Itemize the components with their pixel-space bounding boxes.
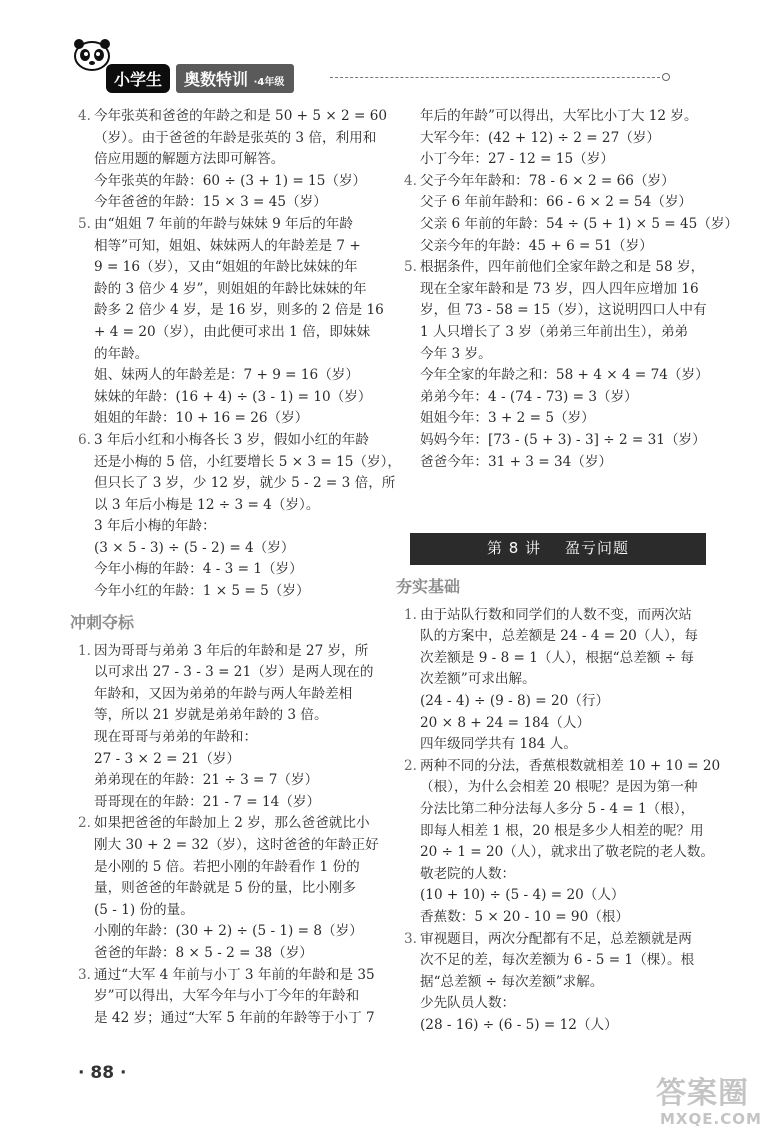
solution-step: 父亲 6 年前的年龄：54 ÷ (5 + 1) × 5 = 45（岁）: [420, 215, 739, 232]
answer-item: [78, 965, 384, 1030]
answer-item: [404, 171, 739, 257]
answer-text-line: 岁”可以得出，大军今年与小丁今年的年龄和: [94, 988, 360, 1005]
answer-item: [78, 813, 384, 964]
answer-text-line: 20 ÷ 1 = 20（人），就求出了敬老院的老人数。: [420, 844, 715, 861]
header-divider: [330, 77, 660, 78]
solution-step: 今年张英的年龄：60 ÷ (3 + 1) = 15（岁）: [94, 172, 367, 189]
answer-text-line: 相等”可知，姐姐、妹妹两人的年龄差是 7 +: [94, 237, 361, 254]
solution-step: 现在哥哥与弟弟的年龄和：: [94, 729, 258, 746]
answer-text-line: 次差额”可求出解。: [420, 671, 536, 688]
answer-item: [404, 605, 716, 756]
answer-number: 3.: [78, 966, 91, 983]
answer-number: 1.: [78, 642, 91, 659]
answer-text-line: 3 年后小红和小梅各长 3 岁，假如小红的年龄: [94, 431, 369, 448]
answer-body: [420, 605, 716, 756]
header-badge: 小学生: [106, 64, 170, 93]
solution-step: 四年级同学共有 184 人。: [420, 736, 577, 753]
answer-text-line: 是 42 岁；通过“大军 5 年前的年龄等于小丁 7: [94, 1009, 375, 1026]
answer-body: [420, 171, 738, 257]
continued-text-line: 大军今年：(42 + 12) ÷ 2 = 27（岁）: [420, 129, 660, 146]
answer-text-line: 倍应用题的解题方法即可解答。: [94, 151, 285, 168]
answer-text-line: 据“总差额 ÷ 每次差额”求解。: [420, 973, 604, 990]
answer-item: [78, 106, 388, 214]
section-heading: 冲刺夺标: [70, 612, 135, 632]
solution-step: 少先队员人数：: [420, 995, 516, 1012]
answer-item: [78, 430, 401, 603]
answer-text-line: 岁，但 73 - 58 = 15（岁），这说明四口人中有: [420, 302, 707, 319]
answer-body: [94, 106, 387, 214]
watermark-domain: MXQE.COM: [660, 1110, 762, 1128]
solution-step: 姐姐今年：3 + 2 = 5（岁）: [420, 410, 595, 427]
answer-number: 3.: [404, 930, 417, 947]
solution-step: 小刚的年龄：(30 + 2) ÷ (5 - 1) = 8（岁）: [94, 923, 363, 940]
lecture-banner: [410, 533, 706, 565]
grade-label: ·4年级: [253, 77, 285, 88]
answer-text-line: 今年张英和爸爸的年龄之和是 50 + 5 × 2 = 60: [94, 108, 388, 124]
solution-step: 爸爸的年龄：8 × 5 - 2 = 38（岁）: [94, 944, 313, 961]
solution-step: 弟弟现在的年龄：21 ÷ 3 = 7（岁）: [94, 772, 319, 789]
answer-text-line: 因为哥哥与弟弟 3 年后的年龄和是 27 岁，所: [94, 642, 369, 659]
lecture-number: 第 8 讲: [486, 539, 542, 558]
answer-number: 4.: [78, 108, 91, 124]
answer-text-line: 以可求出 27 - 3 - 3 = 21（岁）是两人现在的: [94, 664, 374, 681]
page-number: · 88 ·: [78, 1063, 127, 1083]
solution-step: 妹妹的年龄：(16 + 4) ÷ (3 - 1) = 10（岁）: [94, 388, 372, 405]
answer-text-line: 今年 3 岁。: [420, 345, 492, 362]
answer-text-line: + 4 = 20（岁），由此便可求出 1 倍，即妹妹: [94, 323, 371, 340]
solution-step: 父子 6 年前年龄和：66 - 6 × 2 = 54（岁）: [420, 194, 693, 211]
solution-step: 3 年后小梅的年龄：: [94, 518, 216, 535]
solution-step: 父亲今年的年龄：45 + 6 = 51（岁）: [420, 237, 653, 254]
solution-step: 哥哥现在的年龄：21 - 7 = 14（岁）: [94, 793, 321, 810]
answer-text-line: （根），为什么会相差 20 根呢？是因为第一种: [420, 779, 698, 796]
solution-step: 20 × 8 + 24 = 184（人）: [420, 714, 591, 731]
continued-text-line: 小丁今年：27 - 12 = 15（岁）: [420, 151, 614, 168]
answer-item: [404, 929, 716, 1037]
answer-number: 4.: [404, 172, 417, 189]
divider-end-icon: [662, 73, 670, 81]
answer-item: [78, 641, 384, 814]
solution-step: 姐姐的年龄：10 + 16 = 26（岁）: [94, 410, 309, 427]
answer-body: [420, 756, 720, 929]
book-series-title: 奥数特训 ·4年级: [176, 64, 294, 93]
answer-text-line: 1 人只增长了 3 岁（弟弟三年前出生），弟弟: [420, 323, 689, 340]
solution-step: 弟弟今年：4 - (74 - 73) = 3（岁）: [420, 388, 638, 405]
answer-item: [404, 756, 721, 929]
answer-body: [94, 641, 384, 814]
answer-body: [420, 257, 716, 473]
left-column: [70, 106, 401, 1029]
solution-step: (24 - 4) ÷ (9 - 8) = 20（行）: [420, 693, 610, 710]
answer-text-line: 刚大 30 + 2 = 32（岁），这时爸爸的年龄正好: [94, 837, 379, 853]
solution-step: 妈妈今年：[73 - (5 + 3) - 3] ÷ 2 = 31（岁）: [420, 431, 706, 448]
answer-text-line: 审视题目，两次分配都有不足，总差额就是两: [420, 930, 692, 947]
answer-number: 5.: [404, 259, 417, 276]
solution-step: 香蕉数：5 × 20 - 10 = 90（根）: [420, 909, 629, 925]
solution-step: 今年全家的年龄之和：58 + 4 × 4 = 74（岁）: [420, 367, 709, 384]
answer-text-line: 还是小梅的 5 倍，小红要增长 5 × 3 = 15（岁），: [94, 453, 401, 470]
answer-text-line: 通过“大军 4 年前与小丁 3 年前的年龄和是 35: [94, 966, 375, 983]
answer-text-line: 龄多 2 倍少 4 岁，是 16 岁，则多的 2 倍是 16: [94, 302, 384, 319]
answer-text-line: 是小刚的 5 倍。若把小刚的年龄看作 1 份的: [94, 858, 360, 875]
answer-text-line: 由于站队行数和同学们的人数不变，而两次站: [420, 606, 692, 623]
answer-text-line: 队的方案中，总差额是 24 - 4 = 20（人），每: [420, 628, 698, 645]
answer-text-line: 年龄和，又因为弟弟的年龄与两人年龄差相: [94, 685, 353, 702]
answer-body: [94, 430, 401, 603]
answer-text-line: 如果把爸爸的年龄加上 2 岁，那么爸爸就比小: [94, 815, 370, 832]
answer-text-line: 次差额是 9 - 8 = 1（人），根据“总差额 ÷ 每: [420, 649, 695, 666]
continued-text-line: 年后的年龄”可以得出，大军比小丁大 12 岁。: [420, 108, 698, 124]
answer-text-line: (5 - 1) 份的量。: [94, 901, 194, 918]
answer-number: 6.: [78, 431, 91, 448]
lecture-title: 盈亏问题: [565, 539, 630, 558]
solution-step: 今年小梅的年龄：4 - 3 = 1（岁）: [94, 561, 303, 578]
solution-step: 敬老院的人数：: [420, 865, 516, 882]
answer-number: 2.: [404, 757, 417, 774]
section-heading: 夯实基础: [396, 576, 461, 596]
book-header: [72, 36, 712, 96]
answer-text-line: 根据条件，四年前他们全家年龄之和是 58 岁，: [420, 259, 705, 276]
answer-text-line: 但只长了 3 岁，少 12 岁，就少 5 - 2 = 3 倍，所: [94, 475, 396, 492]
answer-number: 2.: [78, 815, 91, 832]
answer-text-line: 分法比第二种分法每人多分 5 - 4 = 1（根），: [420, 801, 695, 818]
solution-step: 27 - 3 × 2 = 21（岁）: [94, 750, 240, 767]
answer-text-line: 两种不同的分法，香蕉根数就相差 10 + 10 = 20: [420, 757, 721, 774]
answer-text-line: 父子今年年龄和：78 - 6 × 2 = 66（岁）: [420, 172, 675, 189]
right-column: [396, 106, 739, 1037]
answer-text-line: 由“姐姐 7 年前的年龄与妹妹 9 年后的年龄: [94, 215, 354, 232]
answer-text-line: 等，所以 21 岁就是弟弟年龄的 3 倍。: [94, 707, 328, 724]
solution-step: 姐、妹两人的年龄差是：7 + 9 = 16（岁）: [94, 367, 359, 384]
answer-item: [78, 214, 384, 430]
solution-step: 今年小红的年龄：1 × 5 = 5（岁）: [94, 583, 310, 600]
answer-text-line: 以 3 年后小梅是 12 ÷ 3 = 4（岁）。: [94, 496, 320, 513]
answer-body: [94, 214, 384, 430]
answer-text-line: 龄的 3 倍少 4 岁”，则姐姐的年龄比妹妹的年: [94, 280, 367, 297]
answer-number: 5.: [78, 215, 91, 232]
solution-step: 爸爸今年：31 + 3 = 34（岁）: [420, 453, 613, 470]
answer-body: [94, 965, 384, 1030]
answer-number: 1.: [404, 606, 417, 623]
answer-text-line: （岁）。由于爸爸的年龄是张英的 3 倍，利用和: [94, 129, 377, 146]
solution-step: (10 + 10) ÷ (5 - 4) = 20（人）: [420, 887, 625, 904]
solution-step: (3 × 5 - 3) ÷ (5 - 2) = 4（岁）: [94, 539, 295, 556]
solution-step: (28 - 16) ÷ (6 - 5) = 12（人）: [420, 1016, 618, 1033]
answer-item: [404, 257, 716, 473]
answer-text-line: 量，则爸爸的年龄就是 5 份的量，比小刚多: [94, 880, 356, 897]
answer-text-line: 9 = 16（岁），又由“姐姐的年龄比妹妹的年: [94, 259, 358, 276]
answer-body: [420, 929, 716, 1037]
answer-body: [94, 813, 384, 964]
watermark: [656, 1078, 762, 1128]
answer-text-line: 次不足的差，每次差额为 6 - 5 = 1（棵）。根: [420, 952, 695, 969]
solution-step: 今年爸爸的年龄：15 × 3 = 45（岁）: [94, 194, 327, 211]
watermark-text: 答案圈: [656, 1076, 749, 1111]
answer-text-line: 现在全家年龄和是 73 岁，四人四年应增加 16: [420, 280, 699, 297]
answer-text-line: 即每人相差 1 根，20 根是多少人相差的呢？用: [420, 822, 704, 839]
answer-text-line: 的年龄。: [94, 345, 149, 362]
